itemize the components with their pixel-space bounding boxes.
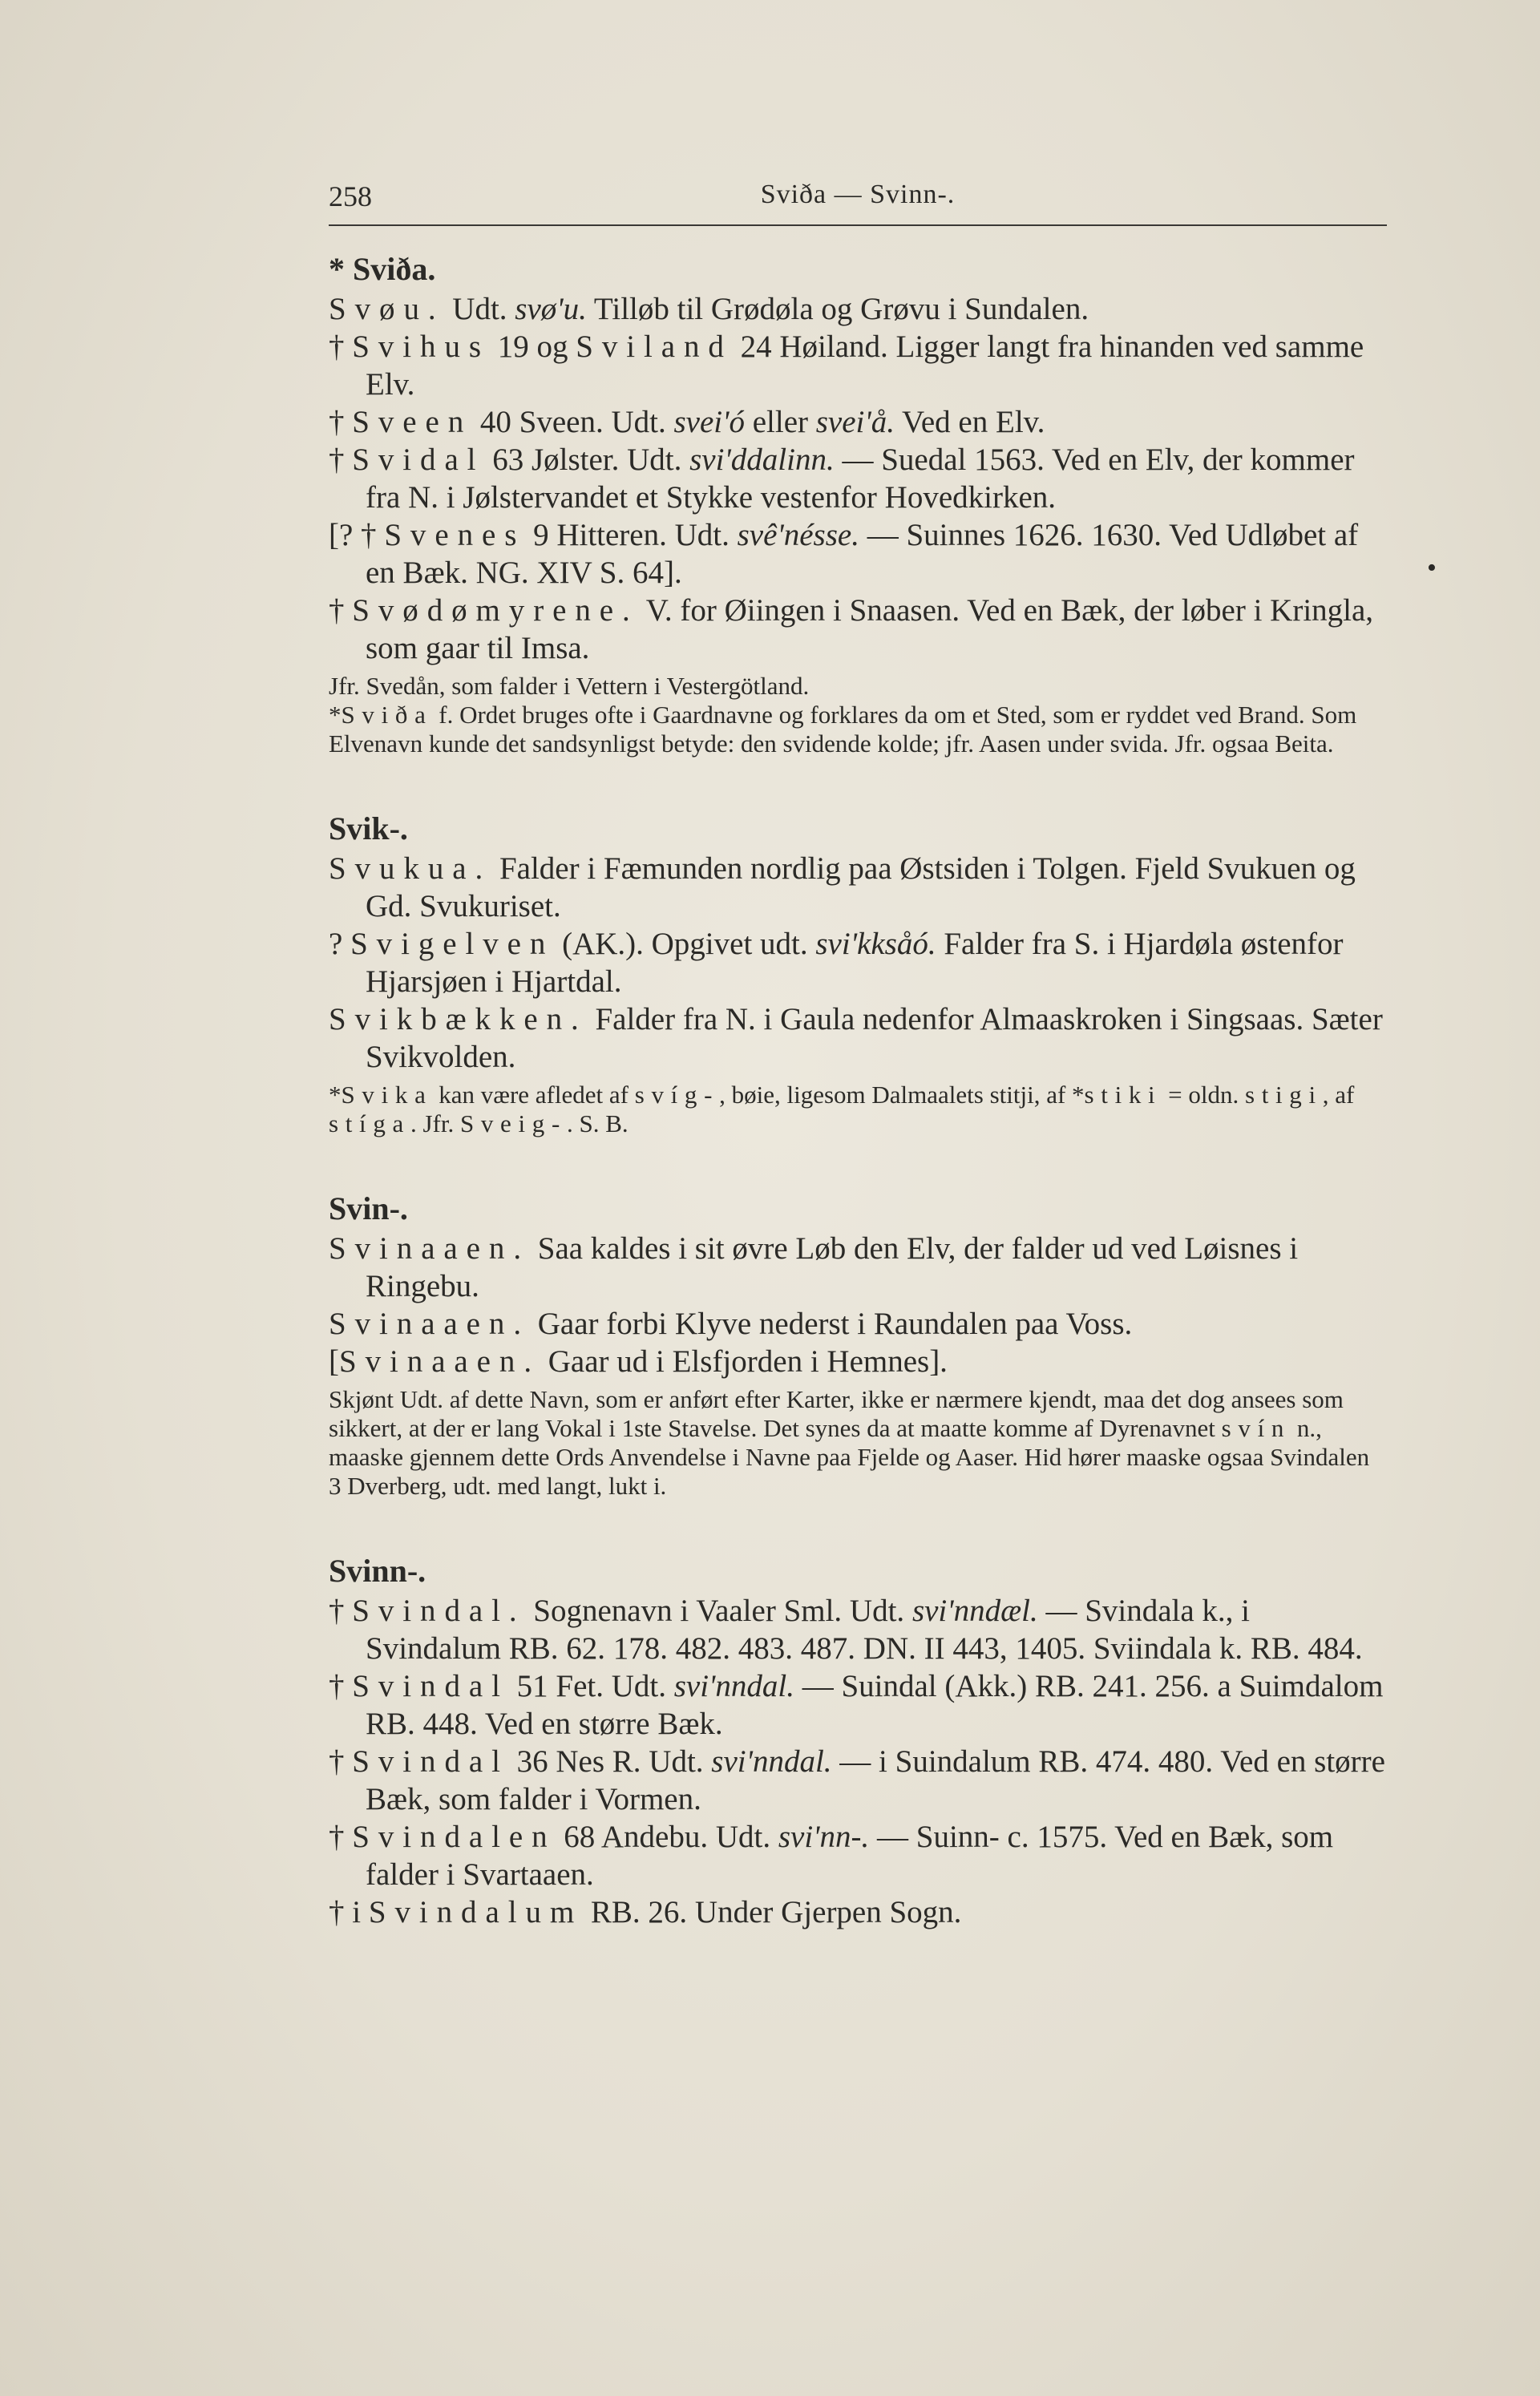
entry: [Svinaaen. Gaar ud i Elsfjorden i Hemnes].: [329, 1344, 948, 1379]
note: *Svika kan være afledet af svíg-, bøie, ligesom Dalmaalets stitji, af *stiki = oldn. stigi, af stíga. Jfr. Sveig-. S. B.: [329, 1081, 1355, 1137]
entry: † Svindal 36 Nes R. Udt. svi'nndal. — i Suindalum RB. 474. 480. Ved en større Bæk, som falder i Vormen.: [329, 1744, 1385, 1816]
note: Skjønt Udt. af dette Navn, som er anført efter Karter, ikke er nærmere kjendt, maa det dog ansees som sikkert, at der er lang Vokal i 1ste Stavelse. Det synes da at maatte komme af Dyrenavnet svín n., maaske gjennem dette Ords Anvendelse i Navne paa Fjelde og Aaser. Hid hører maaske ogsaa Svindalen 3 Dverberg, udt. med langt, lukt i.: [329, 1385, 1370, 1500]
entry: † Sveen 40 Sveen. Udt. svei'ó eller svei'å. Ved en Elv.: [329, 405, 1045, 439]
section-svik: [329, 808, 1387, 1138]
section-svida: [329, 248, 1387, 758]
entry: Svukua. Falder i Fæmunden nordlig paa Østsiden i Tolgen. Fjeld Svukuen og Gd. Svukuriset.: [329, 851, 1356, 923]
entry: Svinaaen. Gaar forbi Klyve nederst i Raundalen paa Voss.: [329, 1307, 1133, 1341]
entry: † Svindal. Sognenavn i Vaaler Sml. Udt. svi'nndæl. — Svindala k., i Svindalum RB. 62. 178. 482. 483. 487. DN. II 443, 1405. Sviindala k. RB. 484.: [329, 1594, 1363, 1666]
section-svinn: [329, 1550, 1387, 1931]
entry: ? Svigelven (AK.). Opgivet udt. svi'kksåó. Falder fra S. i Hjardøla østenfor Hjarsjøen i Hjartdal.: [329, 927, 1344, 999]
running-title: Sviða — Svinn-.: [760, 180, 956, 209]
entry: † Svødømyrene. V. for Øiingen i Snaasen. Ved en Bæk, der løber i Kringla, som gaar til Imsa.: [329, 593, 1374, 665]
entry: Svikbækken. Falder fra N. i Gaula nedenfor Almaaskroken i Singsaas. Sæter Svikvolden.: [329, 1002, 1383, 1074]
entry: † Svidal 63 Jølster. Udt. svi'ddalinn. — Suedal 1563. Ved en Elv, der kommer fra N. i Jølstervandet et Stykke vestenfor Hovedkirken.: [329, 442, 1355, 515]
entry: † i Svindalum RB. 26. Under Gjerpen Sogn.: [329, 1895, 962, 1929]
margin-mark: •: [1427, 553, 1437, 583]
entry: Svøu. Udt. svø'u. Tilløb til Grødøla og Grøvu i Sundalen.: [329, 292, 1089, 326]
entry: Svinaaen. Saa kaldes i sit øvre Løb den Elv, der falder ud ved Løisnes i Ringebu.: [329, 1231, 1299, 1303]
entry: [? † Svenes 9 Hitteren. Udt. svê'nésse. — Suinnes 1626. 1630. Ved Udløbet af en Bæk. NG. XIV S. 64].: [329, 518, 1359, 590]
page-number: 258: [329, 180, 372, 212]
page-header: [329, 168, 1387, 226]
entry: † Svindalen 68 Andebu. Udt. svi'nn-. — Suinn- c. 1575. Ved en Bæk, som falder i Svartaaen.: [329, 1820, 1334, 1892]
note: Jfr. Svedån, som falder i Vettern i Vestergötland. *Sviða f. Ordet bruges ofte i Gaardnavne og forklares da om et Sted, som er ryddet ved Brand. Som Elvenavn kunde det sandsynligst betyde: den svidende kolde; jfr. Aasen under svida. Jfr. ogsaa Beita.: [329, 672, 1357, 758]
entry: † Svindal 51 Fet. Udt. svi'nndal. — Suindal (Akk.) RB. 241. 256. a Suimdalom RB. 448. Ved en større Bæk.: [329, 1669, 1384, 1741]
page-content: [329, 248, 1387, 1931]
entry: † Svihus 19 og Sviland 24 Høiland. Ligger langt fra hinanden ved samme Elv.: [329, 329, 1364, 402]
section-svin: [329, 1188, 1387, 1501]
section-heading: Svik-.: [329, 810, 408, 846]
section-heading: Svin-.: [329, 1190, 408, 1226]
section-heading: Svinn-.: [329, 1553, 426, 1589]
section-heading: * Sviða.: [329, 251, 436, 287]
